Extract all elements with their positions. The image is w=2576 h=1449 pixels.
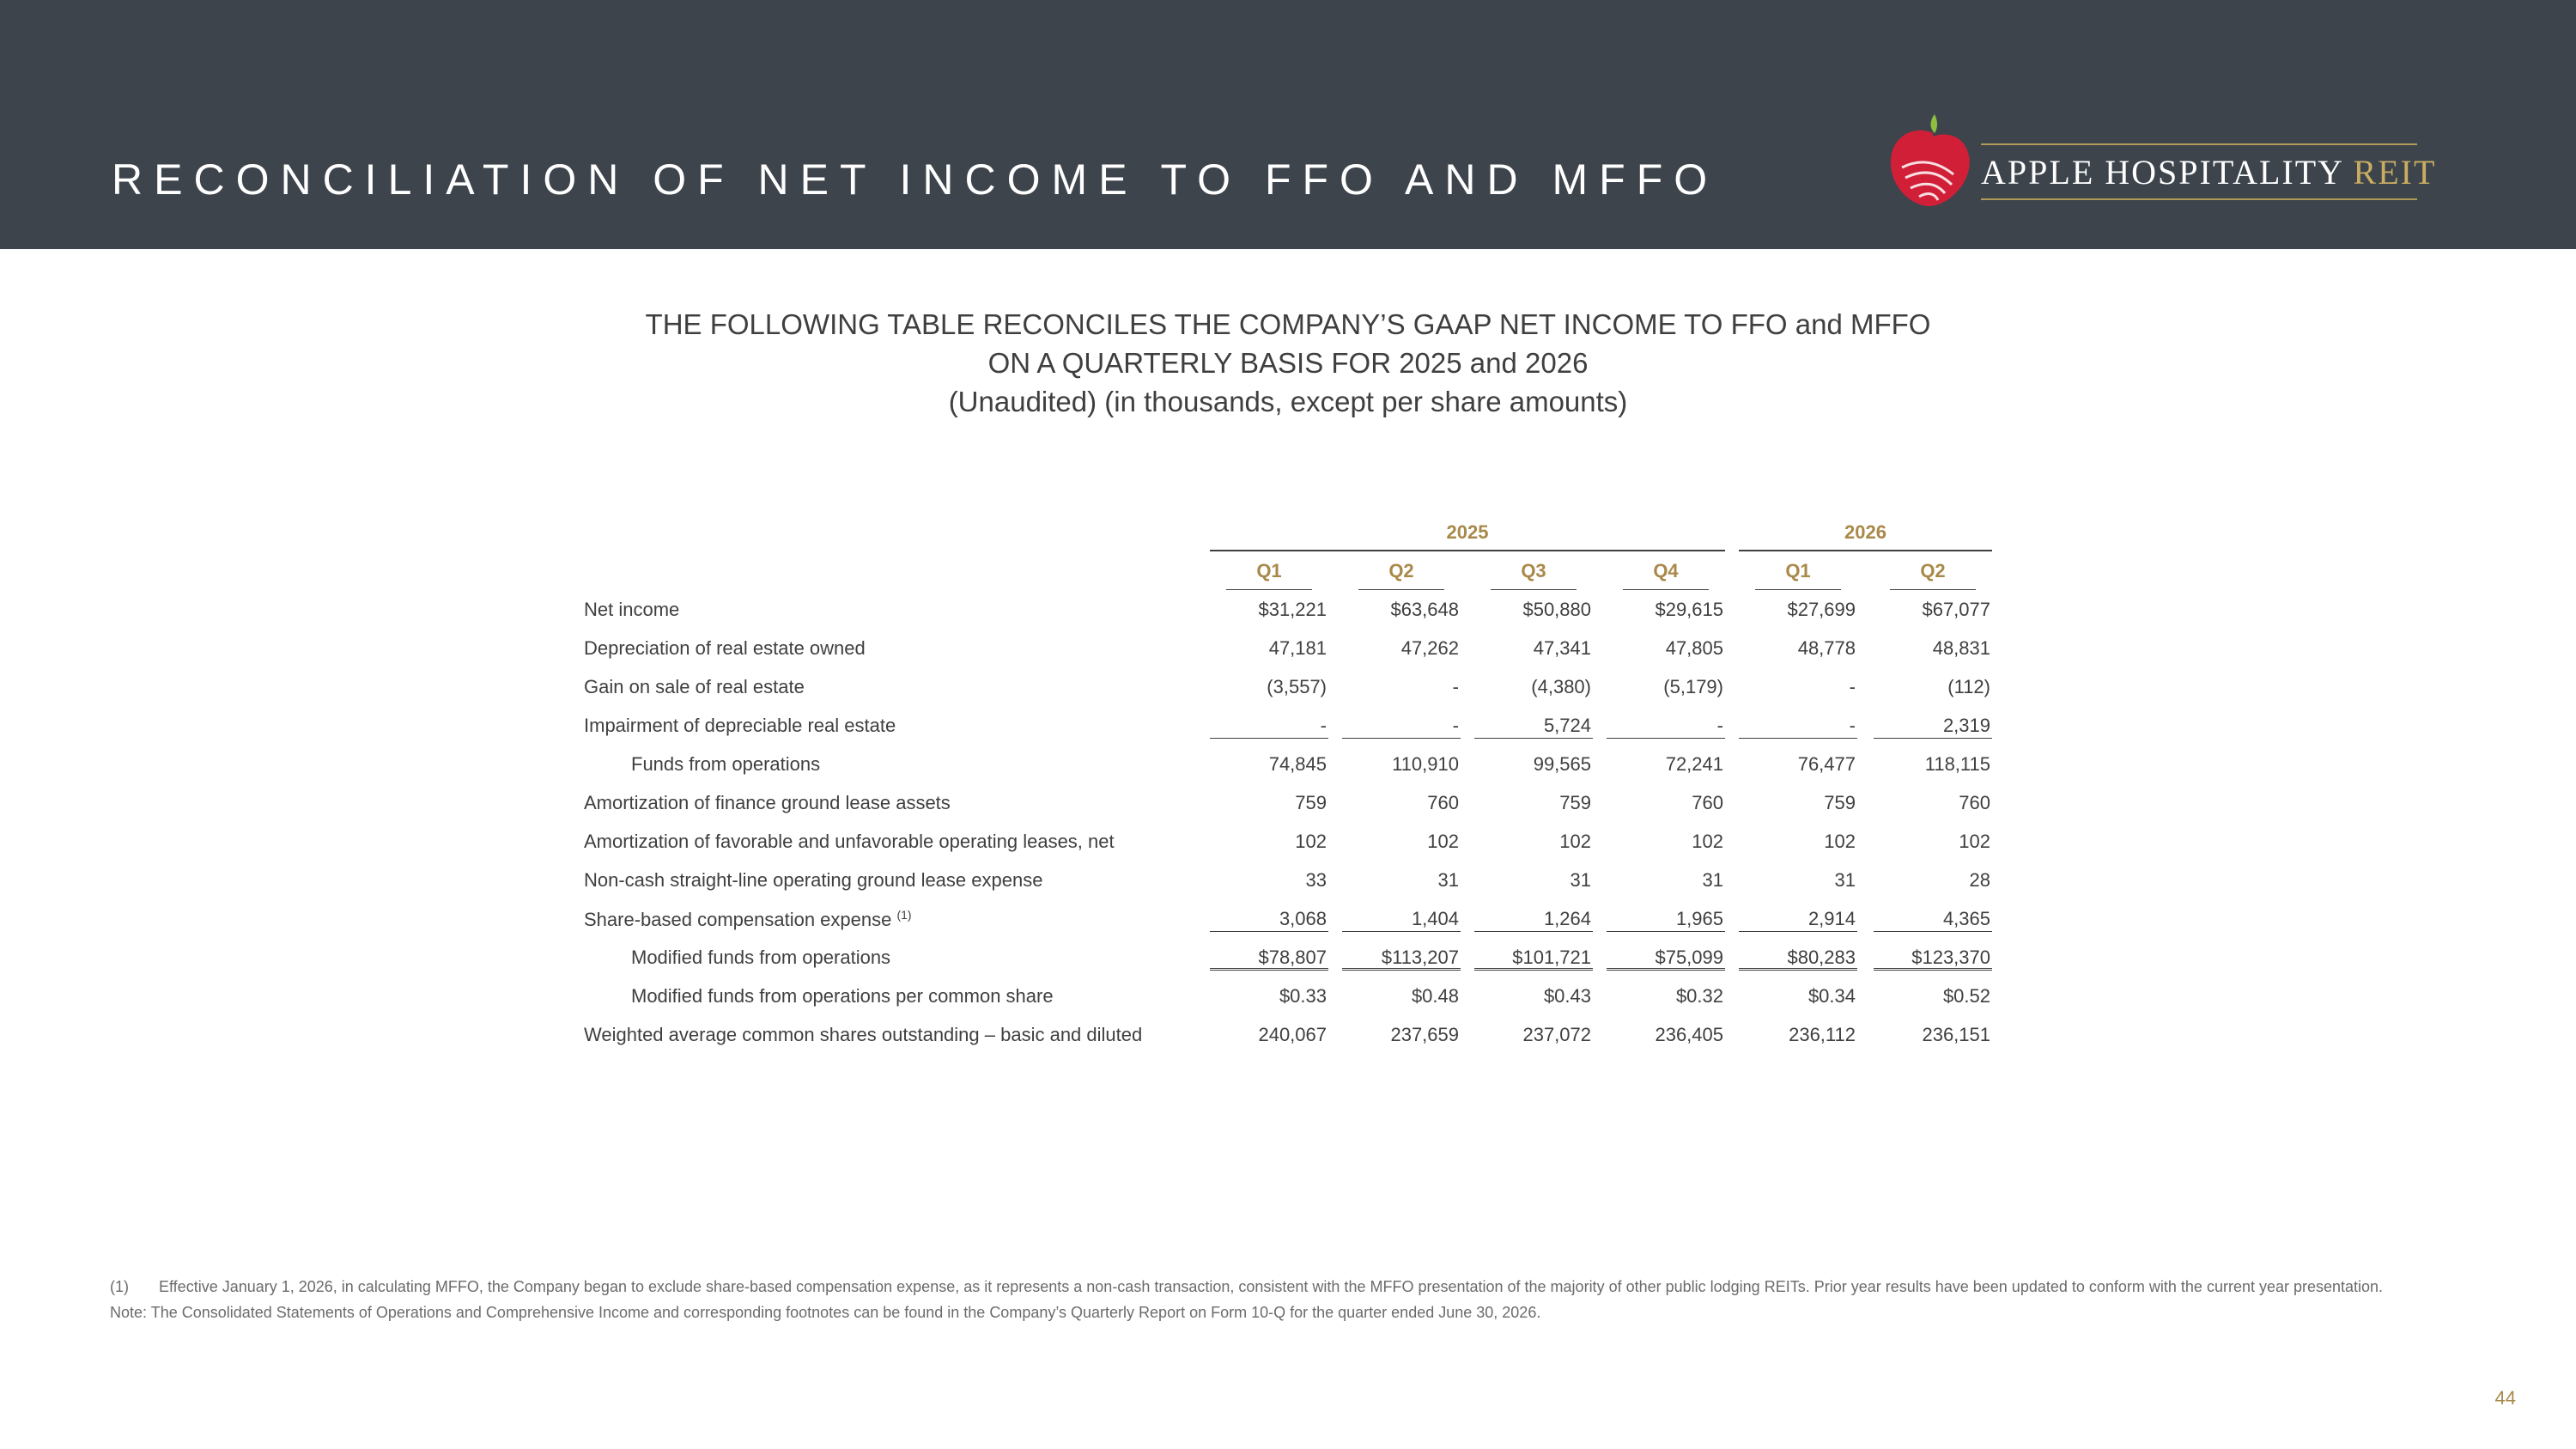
year-header-row [575,521,2001,551]
table-cell: 72,241 [1665,753,1723,775]
table-cell: 48,778 [1797,637,1856,659]
row-label [631,947,890,969]
table-cell: - [1210,715,1328,739]
row-label [584,1024,1142,1046]
row-label [584,599,679,621]
table-cell: 31 [1570,869,1591,891]
reconciliation-table [575,521,2001,1054]
page-title: RECONCILIATION OF NET INCOME TO FFO AND MFFO [112,155,1719,204]
table-cell: $101,721 [1474,947,1593,971]
table-cell: 110,910 [1392,753,1459,775]
row-label-text: Modified funds from operations [631,947,891,968]
table-cell: $80,283 [1739,947,1857,971]
table-cell: 47,262 [1400,637,1459,659]
row-label-text: Amortization of favorable and unfavorable operating leases, net [584,831,1115,852]
quarter-header: Q1 [1755,560,1841,590]
table-cell: - [1342,715,1461,739]
table-row [575,745,2001,783]
row-label-text: Depreciation of real estate owned [584,637,866,659]
table-cell: $123,370 [1874,947,1992,971]
table-cell: 1,404 [1342,908,1461,932]
row-label-text: Share-based compensation expense [584,909,892,930]
table-cell: (3,557) [1267,676,1327,697]
row-label [584,869,1042,892]
row-label [584,831,1115,853]
table-cell: $67,077 [1922,599,1990,620]
table-cell: $113,207 [1342,947,1461,971]
logo-rule-bottom [1981,198,2417,200]
row-label [584,908,912,931]
row-label-text: Modified funds from operations per common share [631,985,1054,1007]
table-cell: - [1607,715,1725,739]
row-label-text: Amortization of finance ground lease assets [584,792,951,813]
footnote-1 [110,1274,2480,1300]
table-cell: 31 [1437,869,1459,891]
table-cell: 760 [1427,792,1459,813]
table-cell: 31 [1834,869,1856,891]
quarter-header-row [575,551,2001,590]
table-cell: 76,477 [1797,753,1856,775]
footnotes [110,1274,2480,1325]
table-cell: 102 [1427,831,1459,852]
row-label [631,753,820,776]
logo-rule-top [1981,143,2417,145]
table-cell: $0.52 [1942,985,1990,1007]
table-row [575,590,2001,629]
page-number: 44 [2494,1387,2516,1409]
table-cell: $50,880 [1522,599,1591,620]
row-label-text: Funds from operations [631,753,821,775]
note-text: Note: The Consolidated Statements of Operations and Comprehensive Income and corresponding footnotes can be found in the Company’s Quarterly Report on Form 10-Q for the quarter ended June 30, 2026. [110,1304,1541,1321]
table-cell: - [1452,676,1459,697]
table-cell: 118,115 [1924,753,1990,775]
table-cell: 28 [1969,869,1990,891]
table-row [575,629,2001,667]
table-cell: $0.48 [1411,985,1459,1007]
table-row [575,783,2001,822]
row-label [584,676,805,698]
table-row [575,822,2001,861]
table-cell: 47,805 [1665,637,1723,659]
table-cell: 48,831 [1932,637,1990,659]
quarter-header: Q4 [1623,560,1709,590]
table-cell: $0.32 [1675,985,1723,1007]
table-cell: $63,648 [1390,599,1459,620]
table-cell: $75,099 [1607,947,1725,971]
table-row [575,667,2001,706]
table-row [575,899,2001,938]
table-cell: 237,072 [1522,1024,1591,1045]
apple-icon [1885,107,1979,210]
table-cell: 760 [1692,792,1723,813]
row-label [631,985,1054,1008]
table-cell: 33 [1305,869,1327,891]
table-cell: 240,067 [1258,1024,1327,1045]
table-cell: 3,068 [1210,908,1328,932]
subtitle-line-3: (Unaudited) (in thousands, except per share amounts) [948,386,1628,417]
table-cell: (112) [1947,676,1990,697]
table-cell: $29,615 [1655,599,1723,620]
table-cell: - [1849,676,1856,697]
logo-suffix: REIT [2353,153,2437,192]
table-cell: 760 [1959,792,1990,813]
subtitle-line-1: THE FOLLOWING TABLE RECONCILES THE COMPANY’S GAAP NET INCOME TO FFO and MFFO [645,308,1931,340]
table-row [575,1015,2001,1054]
subtitle-line-2: ON A QUARTERLY BASIS FOR 2025 and 2026 [987,347,1589,379]
table-cell: 102 [1692,831,1723,852]
table-cell: - [1739,715,1857,739]
row-label [584,715,896,737]
table-row [575,706,2001,745]
table-cell: 99,565 [1533,753,1591,775]
year-header: 2026 [1739,521,1992,551]
table-cell: $0.43 [1543,985,1591,1007]
logo-name: APPLE HOSPITALITY [1981,153,2343,192]
table-cell: 4,365 [1874,908,1992,932]
table-cell: 759 [1824,792,1856,813]
table-cell: 236,405 [1655,1024,1723,1045]
row-label-text: Net income [584,599,680,620]
table-cell: 759 [1559,792,1591,813]
row-label-text: Gain on sale of real estate [584,676,805,697]
table-cell: $31,221 [1258,599,1327,620]
table-row [575,977,2001,1015]
table-cell: 47,181 [1268,637,1327,659]
table-cell: 102 [1559,831,1591,852]
row-label [584,792,951,814]
table-row [575,938,2001,977]
table-cell: 236,151 [1922,1024,1990,1045]
table-cell: 237,659 [1390,1024,1459,1045]
table-cell: 31 [1702,869,1723,891]
table-cell: (5,179) [1663,676,1723,697]
quarter-header: Q1 [1226,560,1312,590]
table-cell: 47,341 [1533,637,1591,659]
footnote-reference: (1) [896,908,912,922]
table-cell: 236,112 [1789,1024,1856,1045]
footnote-mark: (1) [110,1278,129,1295]
quarter-header: Q2 [1890,560,1976,590]
row-label-text: Weighted average common shares outstanding – basic and diluted [584,1024,1143,1045]
table-cell: 2,914 [1739,908,1857,932]
table-cell: 1,965 [1607,908,1725,932]
company-logo [1885,107,2437,210]
table-cell: (4,380) [1531,676,1591,697]
table-cell: $0.33 [1279,985,1327,1007]
table-subtitle [0,305,2576,421]
table-cell: 5,724 [1474,715,1593,739]
table-cell: 74,845 [1268,753,1327,775]
quarter-header: Q2 [1358,560,1444,590]
row-label-text: Non-cash straight-line operating ground lease expense [584,869,1043,891]
logo-wordmark [1981,152,2437,192]
year-header: 2025 [1210,521,1725,551]
footnote-text: Effective January 1, 2026, in calculating MFFO, the Company began to exclude share-based compensation expense, as it represents a non-cash transaction, consistent with the MFFO presentation of the majority of other public lodging REITs. Prior year results have been updated to conform with the current year presentation. [159,1278,2384,1295]
row-label-text: Impairment of depreciable real estate [584,715,896,736]
table-cell: 1,264 [1474,908,1593,932]
quarter-header: Q3 [1491,560,1577,590]
table-cell: 2,319 [1874,715,1992,739]
table-cell: $0.34 [1807,985,1856,1007]
table-cell: $78,807 [1210,947,1328,971]
table-row [575,861,2001,899]
table-cell: 102 [1295,831,1327,852]
table-cell: 102 [1824,831,1856,852]
table-cell: 102 [1959,831,1990,852]
row-label [584,637,866,660]
table-cell: 759 [1295,792,1327,813]
header-bar [0,0,2576,249]
table-cell: $27,699 [1787,599,1856,620]
